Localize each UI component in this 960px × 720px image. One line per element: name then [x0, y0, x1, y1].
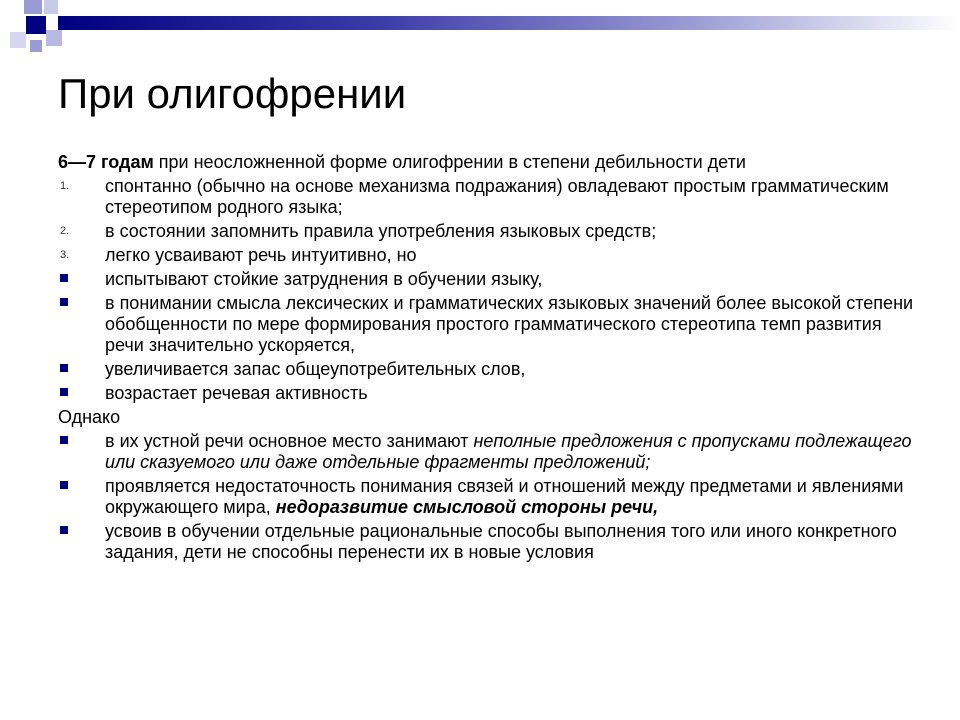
list-item-text: в их устной речи основное место занимают — [105, 431, 474, 451]
decor-square — [10, 32, 26, 48]
list-number: 3. — [60, 249, 70, 261]
list-number: 1. — [60, 180, 70, 192]
slide-title: При олигофрении — [58, 70, 407, 117]
square-bullet-icon — [60, 481, 68, 489]
list-item-text: спонтанно (обычно на основе механизма подражания) овладевают простым грамматическим стереотипом родного языка; — [105, 176, 889, 217]
numbered-item — [58, 245, 918, 266]
list-item-text: возрастает речевая активность — [105, 383, 368, 403]
list-item-text: испытывают стойкие затруднения в обучении языку, — [105, 269, 543, 289]
square-bullet-icon — [60, 388, 68, 396]
bullet-item — [58, 293, 918, 356]
bullet-item — [58, 521, 918, 563]
header-gradient-bar — [58, 16, 960, 30]
intro-text: при неосложненной форме олигофрении в степени дебильности дети — [153, 152, 746, 172]
decor-square — [44, 0, 58, 14]
intro-age: 6—7 годам — [58, 152, 154, 172]
intro-line — [58, 152, 918, 173]
list-item-text: увеличивается запас общеупотребительных слов, — [105, 359, 526, 379]
list-item-text: в понимании смысла лексических и грамматических языковых значений более высокой степени обобщенности по мере формирования простого грамматического стереотипа темп развития речи значительно ускоряется, — [105, 293, 914, 355]
square-bullet-icon — [60, 274, 68, 282]
numbered-item — [58, 176, 918, 218]
bullet-item — [58, 431, 918, 473]
square-bullet-icon — [60, 526, 68, 534]
square-bullet-icon — [60, 436, 68, 444]
list-item-text: легко усваивают речь интуитивно, но — [105, 245, 417, 265]
numbered-item — [58, 221, 918, 242]
emphasis-text: неполные предложения с пропусками подлежащего или сказуемого или даже отдельные фрагменты предложений; — [105, 431, 912, 472]
list-number: 2. — [60, 225, 70, 237]
decor-square — [10, 14, 26, 30]
bullet-item — [58, 269, 918, 290]
decor-square — [24, 0, 42, 14]
slide-body — [58, 152, 918, 566]
square-bullet-icon — [60, 364, 68, 372]
however-label: Однако — [58, 407, 121, 427]
list-item-text: в состоянии запомнить правила употребления языковых средств; — [105, 221, 657, 241]
bullet-item — [58, 383, 918, 404]
decor-square — [30, 40, 42, 52]
list-item-text: проявляется недостаточность понимания связей и отношений между предметами и явлениями окружающего мира, — [105, 476, 904, 517]
strong-emphasis-text: недоразвитие смысловой стороны речи, — [275, 497, 659, 517]
decor-square — [26, 16, 46, 34]
header-decoration — [0, 0, 960, 60]
list-item-text: усвоив в обучении отдельные рациональные способы выполнения того или иного конкретного задания, дети не способны перенести их в новые условия — [105, 521, 897, 562]
bullet-item — [58, 359, 918, 380]
bullet-item — [58, 476, 918, 518]
decor-square — [46, 30, 62, 46]
square-bullet-icon — [60, 298, 68, 306]
